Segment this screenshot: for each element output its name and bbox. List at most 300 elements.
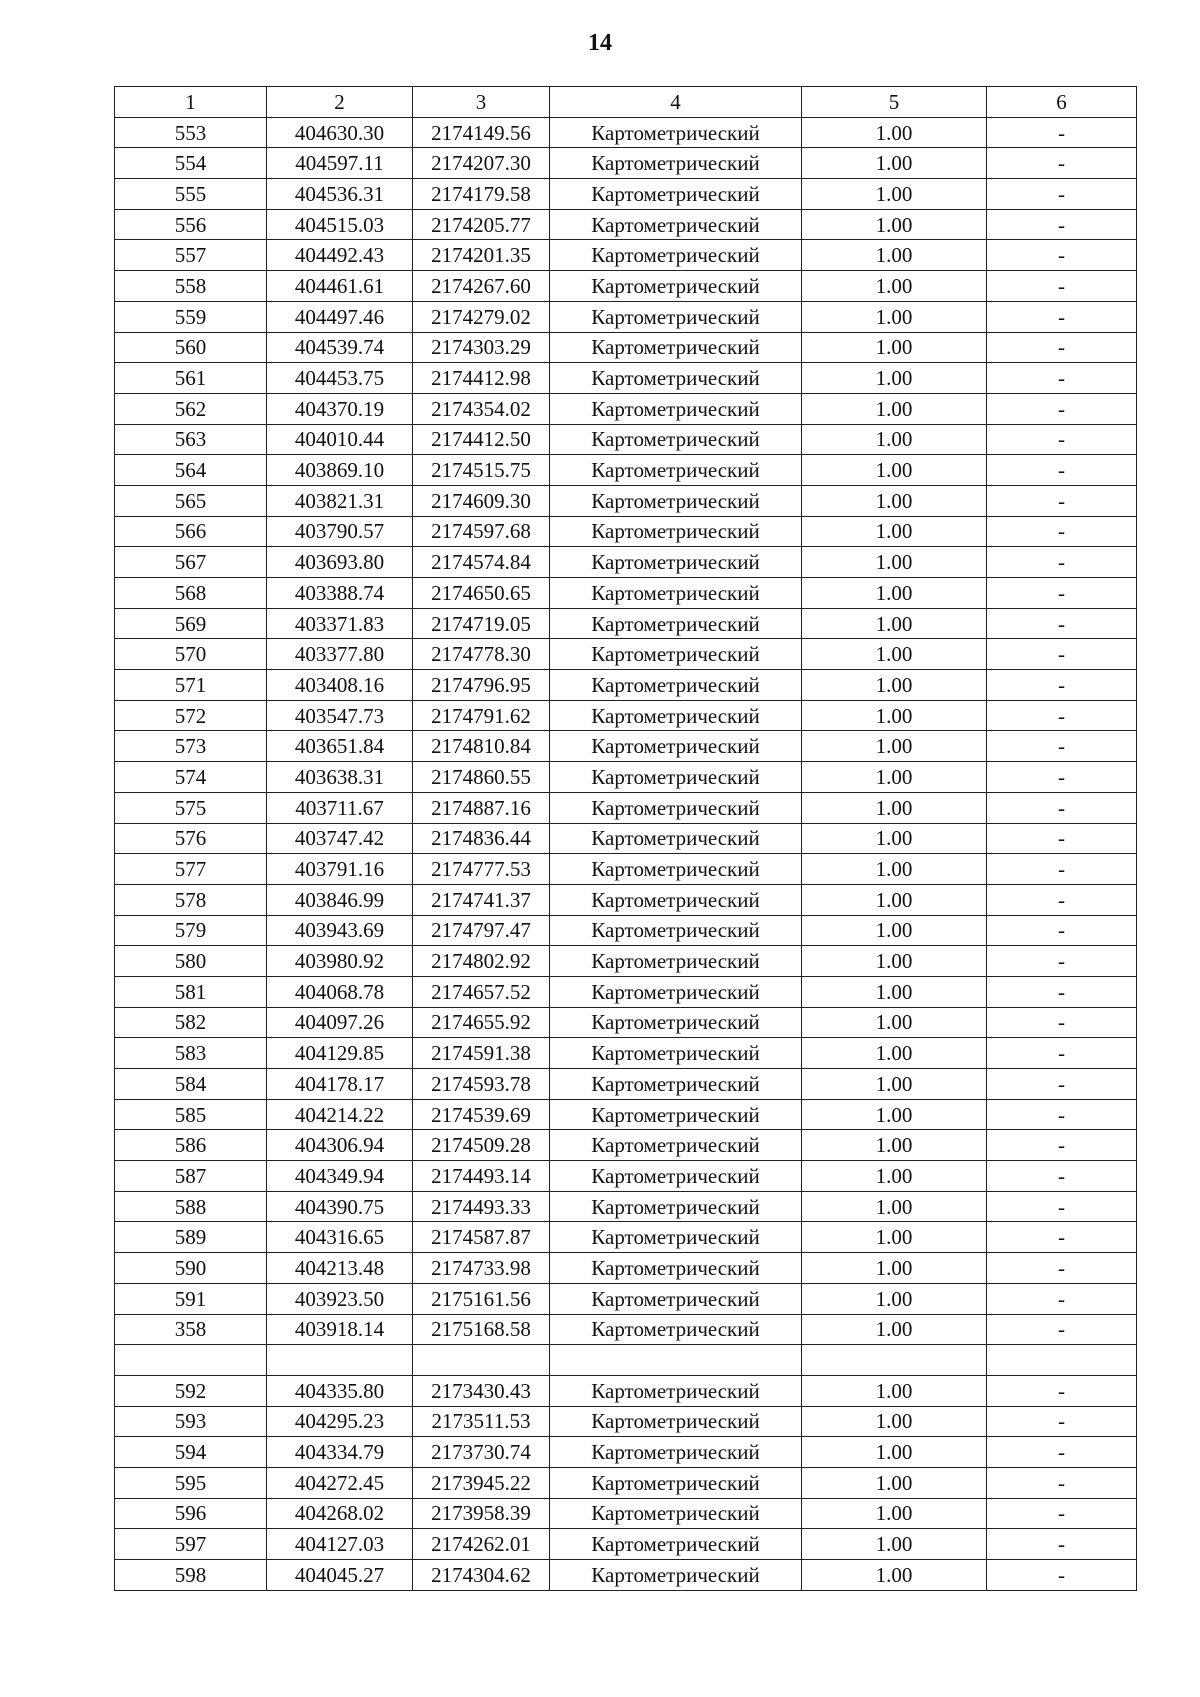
table-cell: 404097.26: [267, 1007, 413, 1038]
table-cell: -: [987, 1314, 1137, 1345]
table-cell: Картометрический: [550, 148, 802, 179]
table-cell: 403693.80: [267, 547, 413, 578]
table-cell: 1.00: [802, 424, 987, 455]
table-row: [115, 1038, 1137, 1069]
table-row: [115, 1099, 1137, 1130]
table-cell: -: [987, 976, 1137, 1007]
table-row: [115, 1560, 1137, 1591]
table-cell: 404129.85: [267, 1038, 413, 1069]
table-cell: 595: [115, 1467, 267, 1498]
table-cell: 570: [115, 639, 267, 670]
table-cell: Картометрический: [550, 762, 802, 793]
table-cell: Картометрический: [550, 301, 802, 332]
table-cell: 581: [115, 976, 267, 1007]
table-cell: Картометрический: [550, 271, 802, 302]
table-cell: -: [987, 1375, 1137, 1406]
table-row: [115, 731, 1137, 762]
table-cell: 2174741.37: [413, 884, 550, 915]
table-cell: 404335.80: [267, 1375, 413, 1406]
table-cell: 563: [115, 424, 267, 455]
table-cell: 2174733.98: [413, 1253, 550, 1284]
table-cell: 2174591.38: [413, 1038, 550, 1069]
table-cell: 1.00: [802, 670, 987, 701]
table-cell: 404214.22: [267, 1099, 413, 1130]
table-cell: Картометрический: [550, 240, 802, 271]
table-cell: -: [987, 731, 1137, 762]
table-cell: -: [987, 363, 1137, 394]
table-cell: 558: [115, 271, 267, 302]
table-cell: 404010.44: [267, 424, 413, 455]
table-cell: 565: [115, 485, 267, 516]
table-cell: -: [987, 455, 1137, 486]
table-cell: 404213.48: [267, 1253, 413, 1284]
table-cell: 404127.03: [267, 1529, 413, 1560]
table-cell: 1.00: [802, 547, 987, 578]
table-cell: Картометрический: [550, 1191, 802, 1222]
table-cell: -: [987, 516, 1137, 547]
table-cell: Картометрический: [550, 1283, 802, 1314]
header-row: [115, 87, 1137, 118]
table-cell: Картометрический: [550, 179, 802, 210]
table-cell: -: [987, 1437, 1137, 1468]
table-cell: Картометрический: [550, 854, 802, 885]
coordinates-table: [114, 86, 1137, 1591]
table-cell: 562: [115, 393, 267, 424]
table-cell: 404178.17: [267, 1069, 413, 1100]
table-cell: Картометрический: [550, 1406, 802, 1437]
table-cell: Картометрический: [550, 639, 802, 670]
table-cell: 1.00: [802, 1007, 987, 1038]
table-cell: Картометрический: [550, 1529, 802, 1560]
table-row: [115, 1437, 1137, 1468]
table-cell: 404492.43: [267, 240, 413, 271]
table-cell: 1.00: [802, 1253, 987, 1284]
table-cell: 586: [115, 1130, 267, 1161]
table-cell: Картометрический: [550, 1437, 802, 1468]
table-cell: Картометрический: [550, 578, 802, 609]
table-cell: 404453.75: [267, 363, 413, 394]
table-cell: 574: [115, 762, 267, 793]
table-cell: -: [987, 240, 1137, 271]
table-cell: -: [987, 608, 1137, 639]
table-row: [115, 1467, 1137, 1498]
table-cell: -: [987, 639, 1137, 670]
table-cell: -: [987, 1161, 1137, 1192]
table-row: [115, 1283, 1137, 1314]
table-cell: Картометрический: [550, 209, 802, 240]
table-cell: Картометрический: [550, 884, 802, 915]
table-cell: 404630.30: [267, 117, 413, 148]
table-cell: 1.00: [802, 1038, 987, 1069]
table-cell: Картометрический: [550, 1314, 802, 1345]
table-cell: 404068.78: [267, 976, 413, 1007]
table-row: [115, 915, 1137, 946]
table-cell: [987, 1345, 1137, 1376]
table-cell: 557: [115, 240, 267, 271]
table-cell: 2175168.58: [413, 1314, 550, 1345]
table-cell: 554: [115, 148, 267, 179]
table-row: [115, 762, 1137, 793]
table-cell: 2174267.60: [413, 271, 550, 302]
table-cell: 1.00: [802, 1498, 987, 1529]
table-row: [115, 608, 1137, 639]
table-cell: [267, 1345, 413, 1376]
table-cell: 553: [115, 117, 267, 148]
table-cell: 560: [115, 332, 267, 363]
table-cell: 1.00: [802, 884, 987, 915]
table-cell: 571: [115, 670, 267, 701]
table-cell: 404536.31: [267, 179, 413, 210]
table-cell: -: [987, 485, 1137, 516]
table-cell: 1.00: [802, 1191, 987, 1222]
table-row: [115, 1375, 1137, 1406]
table-cell: 2174650.65: [413, 578, 550, 609]
table-cell: 404515.03: [267, 209, 413, 240]
table-cell: 1.00: [802, 1314, 987, 1345]
table-cell: 2174791.62: [413, 700, 550, 731]
table-row: [115, 823, 1137, 854]
table-cell: 403923.50: [267, 1283, 413, 1314]
table-cell: 404334.79: [267, 1437, 413, 1468]
table-cell: 403371.83: [267, 608, 413, 639]
table-cell: [550, 1345, 802, 1376]
table-cell: Картометрический: [550, 792, 802, 823]
table-cell: 2174593.78: [413, 1069, 550, 1100]
table-cell: 575: [115, 792, 267, 823]
page-number: 14: [588, 30, 612, 56]
table-row: [115, 117, 1137, 148]
table-cell: -: [987, 179, 1137, 210]
table-cell: 2174587.87: [413, 1222, 550, 1253]
table-cell: 2174574.84: [413, 547, 550, 578]
table-cell: 2173430.43: [413, 1375, 550, 1406]
table-cell: -: [987, 1560, 1137, 1591]
table-cell: 572: [115, 700, 267, 731]
table-cell: 1.00: [802, 240, 987, 271]
table-cell: 2174412.98: [413, 363, 550, 394]
table-cell: -: [987, 578, 1137, 609]
table-cell: 1.00: [802, 823, 987, 854]
table-cell: 2174655.92: [413, 1007, 550, 1038]
table-row: [115, 1529, 1137, 1560]
table-cell: Картометрический: [550, 547, 802, 578]
table-cell: 559: [115, 301, 267, 332]
table-cell: 403943.69: [267, 915, 413, 946]
table-cell: Картометрический: [550, 976, 802, 1007]
table-cell: 1.00: [802, 1406, 987, 1437]
table-cell: 2174719.05: [413, 608, 550, 639]
table-cell: -: [987, 271, 1137, 302]
table-cell: 594: [115, 1437, 267, 1468]
table-cell: 585: [115, 1099, 267, 1130]
table-cell: 578: [115, 884, 267, 915]
table-cell: -: [987, 1529, 1137, 1560]
table-cell: 2174179.58: [413, 179, 550, 210]
table-cell: -: [987, 117, 1137, 148]
table-cell: 404539.74: [267, 332, 413, 363]
table-cell: Картометрический: [550, 915, 802, 946]
table-cell: Картометрический: [550, 1467, 802, 1498]
table-cell: 1.00: [802, 946, 987, 977]
table-cell: 403980.92: [267, 946, 413, 977]
table-cell: 566: [115, 516, 267, 547]
table-cell: 589: [115, 1222, 267, 1253]
table-cell: 2174205.77: [413, 209, 550, 240]
table-cell: 404306.94: [267, 1130, 413, 1161]
table-cell: 2173730.74: [413, 1437, 550, 1468]
table-cell: -: [987, 884, 1137, 915]
table-row: [115, 670, 1137, 701]
table-cell: Картометрический: [550, 455, 802, 486]
table-cell: 2174777.53: [413, 854, 550, 885]
table-row: [115, 209, 1137, 240]
header-cell: 4: [550, 87, 802, 118]
table-row: [115, 547, 1137, 578]
table-cell: 1.00: [802, 1069, 987, 1100]
table-row: [115, 393, 1137, 424]
table-row: [115, 485, 1137, 516]
table-row: [115, 1253, 1137, 1284]
table-cell: -: [987, 854, 1137, 885]
table-cell: 404316.65: [267, 1222, 413, 1253]
table-cell: Картометрический: [550, 393, 802, 424]
table-row: [115, 578, 1137, 609]
table-cell: 2174207.30: [413, 148, 550, 179]
table-cell: 1.00: [802, 854, 987, 885]
table-cell: 1.00: [802, 639, 987, 670]
table-cell: 2174836.44: [413, 823, 550, 854]
table-cell: 1.00: [802, 762, 987, 793]
table-row: [115, 1069, 1137, 1100]
table-cell: 1.00: [802, 363, 987, 394]
table-cell: 592: [115, 1375, 267, 1406]
table-cell: 561: [115, 363, 267, 394]
table-cell: [413, 1345, 550, 1376]
table-cell: 1.00: [802, 117, 987, 148]
table-cell: 1.00: [802, 1437, 987, 1468]
table-cell: 2174493.33: [413, 1191, 550, 1222]
table-cell: 590: [115, 1253, 267, 1284]
table-cell: 404497.46: [267, 301, 413, 332]
table-cell: 403547.73: [267, 700, 413, 731]
table-cell: 1.00: [802, 1130, 987, 1161]
table-cell: Картометрический: [550, 424, 802, 455]
table-cell: Картометрический: [550, 332, 802, 363]
table-cell: -: [987, 1007, 1137, 1038]
table-cell: 587: [115, 1161, 267, 1192]
table-cell: 1.00: [802, 608, 987, 639]
table-cell: 2174412.50: [413, 424, 550, 455]
table-cell: Картометрический: [550, 823, 802, 854]
table-row: [115, 976, 1137, 1007]
table-cell: -: [987, 332, 1137, 363]
table-cell: 2174509.28: [413, 1130, 550, 1161]
table-cell: 573: [115, 731, 267, 762]
table-cell: 404461.61: [267, 271, 413, 302]
table-cell: 2174887.16: [413, 792, 550, 823]
table-cell: 597: [115, 1529, 267, 1560]
table-cell: 1.00: [802, 1375, 987, 1406]
table-row: [115, 1191, 1137, 1222]
table-cell: 2174657.52: [413, 976, 550, 1007]
table-cell: 1.00: [802, 516, 987, 547]
table-cell: 596: [115, 1498, 267, 1529]
table-cell: 2174796.95: [413, 670, 550, 701]
table-cell: -: [987, 301, 1137, 332]
table-cell: 403747.42: [267, 823, 413, 854]
table-cell: 404272.45: [267, 1467, 413, 1498]
table-row: [115, 1498, 1137, 1529]
table-cell: -: [987, 1099, 1137, 1130]
table-cell: 2174493.14: [413, 1161, 550, 1192]
header-cell: 3: [413, 87, 550, 118]
table-row: [115, 240, 1137, 271]
table-cell: 403377.80: [267, 639, 413, 670]
table-cell: 404045.27: [267, 1560, 413, 1591]
table-body: [115, 87, 1137, 1591]
table-cell: 1.00: [802, 1161, 987, 1192]
table-cell: 404295.23: [267, 1406, 413, 1437]
header-cell: 6: [987, 87, 1137, 118]
table-cell: -: [987, 762, 1137, 793]
table-cell: Картометрический: [550, 516, 802, 547]
table-row: [115, 946, 1137, 977]
table-cell: -: [987, 1130, 1137, 1161]
table-cell: 1.00: [802, 393, 987, 424]
table-cell: Картометрический: [550, 1161, 802, 1192]
table-cell: 576: [115, 823, 267, 854]
table-cell: -: [987, 1069, 1137, 1100]
table-cell: -: [987, 1406, 1137, 1437]
table-row: [115, 148, 1137, 179]
table-cell: -: [987, 1467, 1137, 1498]
table-row: [115, 424, 1137, 455]
table-cell: Картометрический: [550, 363, 802, 394]
table-cell: 1.00: [802, 1283, 987, 1314]
table-cell: -: [987, 946, 1137, 977]
table-cell: 580: [115, 946, 267, 977]
table-cell: -: [987, 209, 1137, 240]
table-row: [115, 1345, 1137, 1376]
table-row: [115, 271, 1137, 302]
table-cell: 567: [115, 547, 267, 578]
table-row: [115, 455, 1137, 486]
table-cell: 403711.67: [267, 792, 413, 823]
table-cell: -: [987, 1253, 1137, 1284]
table-cell: Картометрический: [550, 946, 802, 977]
table-cell: 1.00: [802, 1222, 987, 1253]
table-row: [115, 639, 1137, 670]
table-cell: 584: [115, 1069, 267, 1100]
table-cell: 2173511.53: [413, 1406, 550, 1437]
table-row: [115, 1406, 1137, 1437]
table-cell: Картометрический: [550, 1007, 802, 1038]
table-cell: 1.00: [802, 209, 987, 240]
table-cell: 404390.75: [267, 1191, 413, 1222]
table-cell: Картометрический: [550, 117, 802, 148]
table-cell: Картометрический: [550, 485, 802, 516]
table-cell: 403408.16: [267, 670, 413, 701]
table-row: [115, 1007, 1137, 1038]
table-cell: 403918.14: [267, 1314, 413, 1345]
table-cell: 2175161.56: [413, 1283, 550, 1314]
table-cell: Картометрический: [550, 1253, 802, 1284]
table-cell: [802, 1345, 987, 1376]
table-cell: -: [987, 823, 1137, 854]
table-cell: 591: [115, 1283, 267, 1314]
table-cell: Картометрический: [550, 1498, 802, 1529]
table-cell: 1.00: [802, 1560, 987, 1591]
table-cell: 1.00: [802, 1467, 987, 1498]
table-cell: 2174609.30: [413, 485, 550, 516]
table-cell: Картометрический: [550, 1099, 802, 1130]
table-cell: 569: [115, 608, 267, 639]
table-cell: Картометрический: [550, 1038, 802, 1069]
table-cell: 2174515.75: [413, 455, 550, 486]
table-cell: 403790.57: [267, 516, 413, 547]
table-cell: 588: [115, 1191, 267, 1222]
table-cell: -: [987, 915, 1137, 946]
table-row: [115, 700, 1137, 731]
table-cell: 1.00: [802, 731, 987, 762]
table-row: [115, 1130, 1137, 1161]
table-cell: 2174303.29: [413, 332, 550, 363]
table-cell: 555: [115, 179, 267, 210]
table-cell: Картометрический: [550, 670, 802, 701]
table-cell: 2174778.30: [413, 639, 550, 670]
table-cell: 2174802.92: [413, 946, 550, 977]
table-cell: -: [987, 393, 1137, 424]
table-row: [115, 854, 1137, 885]
table-cell: 564: [115, 455, 267, 486]
header-cell: 1: [115, 87, 267, 118]
table-row: [115, 792, 1137, 823]
table-row: [115, 884, 1137, 915]
table-cell: 404349.94: [267, 1161, 413, 1192]
table-cell: 2173945.22: [413, 1467, 550, 1498]
table-cell: 1.00: [802, 148, 987, 179]
table-cell: -: [987, 424, 1137, 455]
table-cell: 1.00: [802, 179, 987, 210]
table-cell: 556: [115, 209, 267, 240]
table-row: [115, 1314, 1137, 1345]
table-cell: -: [987, 1222, 1137, 1253]
table-cell: 1.00: [802, 578, 987, 609]
table-cell: Картометрический: [550, 700, 802, 731]
table-cell: Картометрический: [550, 731, 802, 762]
table-cell: 1.00: [802, 915, 987, 946]
table-cell: 358: [115, 1314, 267, 1345]
table-cell: 1.00: [802, 455, 987, 486]
table-cell: -: [987, 1038, 1137, 1069]
table-cell: 403638.31: [267, 762, 413, 793]
table-cell: 403846.99: [267, 884, 413, 915]
table-cell: 403388.74: [267, 578, 413, 609]
table-cell: 403821.31: [267, 485, 413, 516]
table-cell: 1.00: [802, 700, 987, 731]
table-cell: 568: [115, 578, 267, 609]
table-cell: 593: [115, 1406, 267, 1437]
table-cell: 2174279.02: [413, 301, 550, 332]
table-row: [115, 301, 1137, 332]
table-cell: Картометрический: [550, 1375, 802, 1406]
table-cell: 2174201.35: [413, 240, 550, 271]
table-cell: 2174354.02: [413, 393, 550, 424]
table-cell: 2173958.39: [413, 1498, 550, 1529]
table-cell: 582: [115, 1007, 267, 1038]
table-cell: 403791.16: [267, 854, 413, 885]
table-cell: 2174810.84: [413, 731, 550, 762]
